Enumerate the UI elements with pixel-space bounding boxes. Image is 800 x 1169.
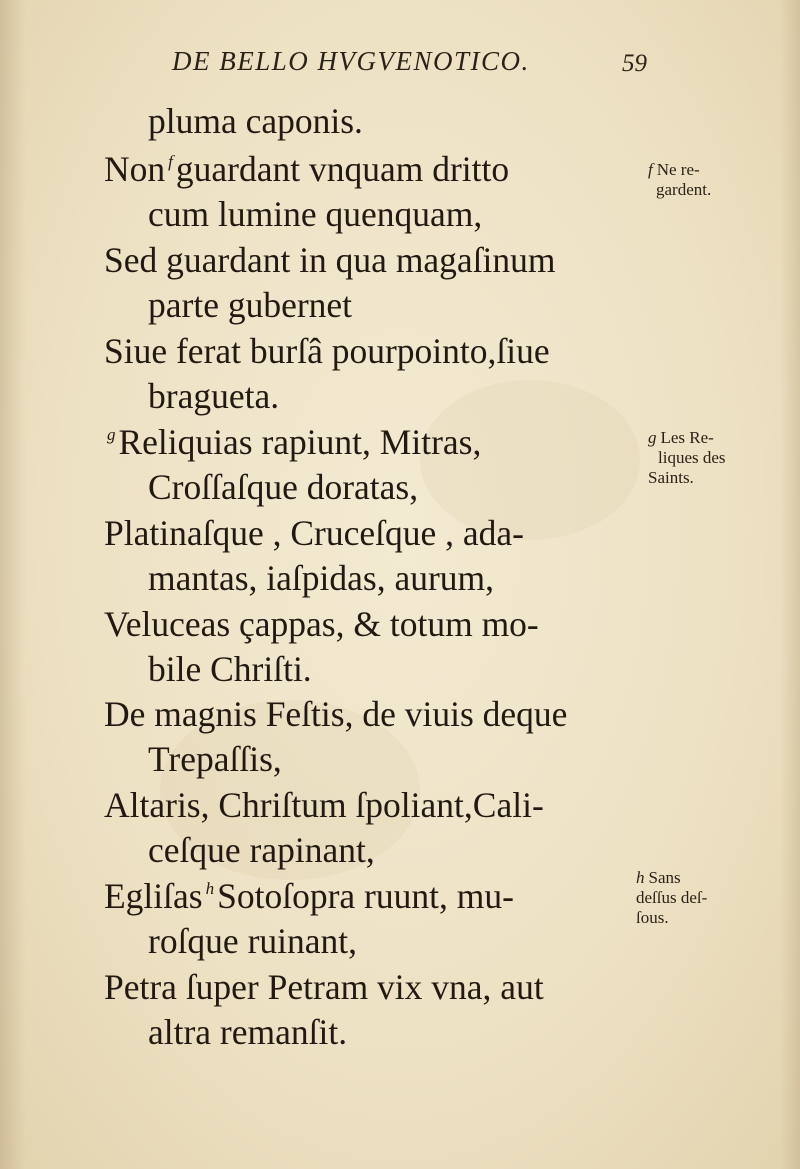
note-reference-mark: f xyxy=(168,152,173,171)
running-title: DE BELLO HVGVENOTICO. xyxy=(172,46,530,76)
verse-text: Sotoſopra ruunt, mu- xyxy=(217,876,514,916)
verse-line: Petra ſuper Petram vix vna, aut xyxy=(104,967,544,1007)
verse-line: parte gubernet xyxy=(148,285,353,325)
verse-text: Reliquias rapiunt, Mitras, xyxy=(118,422,482,462)
verse-line: Altaris, Chriſtum ſpoliant,Cali- xyxy=(104,785,544,825)
page-edge-shadow-left xyxy=(0,0,26,1169)
verse-line xyxy=(104,149,510,189)
side-note xyxy=(636,868,707,928)
side-note-line: ſous. xyxy=(636,908,669,927)
verse-line: De magnis Feſtis, de viuis deque xyxy=(104,694,568,734)
side-note-line xyxy=(636,868,707,888)
verse-line: altra remanſit. xyxy=(148,1012,348,1052)
verse-line: Sed guardant in qua magaſinum xyxy=(104,240,556,280)
side-note-line: Saints. xyxy=(648,468,694,487)
verse-line: Croſſaſque doratas, xyxy=(148,467,419,507)
page-number: 59 xyxy=(622,50,647,77)
verse-text: Egliſas xyxy=(104,876,203,916)
verse-text: guardant vnquam dritto xyxy=(175,149,510,189)
verse-line: bragueta. xyxy=(148,376,280,416)
side-note-line: deſſus deſ- xyxy=(636,888,708,907)
side-note-line: gardent. xyxy=(656,180,712,199)
note-reference-mark: h xyxy=(205,879,215,898)
side-note-line xyxy=(648,160,711,180)
verse-line: roſque ruinant, xyxy=(148,921,357,961)
side-note-mark: g xyxy=(648,428,657,447)
side-note-mark: h xyxy=(636,868,645,887)
verse-line xyxy=(104,876,514,916)
page-edge-shadow-right xyxy=(780,0,800,1169)
side-note-line: liques des xyxy=(658,448,726,467)
side-note-mark: f xyxy=(648,160,653,179)
verse-line: Platinaſque , Cruceſque , ada- xyxy=(104,513,524,553)
verse-line: Trepaſſis, xyxy=(148,739,282,779)
side-note-text: Ne re- xyxy=(656,160,700,179)
verse-line: Siue ferat burſâ pourpointo,ſiue xyxy=(104,331,550,371)
verse-text: Non xyxy=(104,149,166,189)
verse-line: pluma caponis. xyxy=(148,101,363,141)
verse-line: Veluceas çappas, & totum mo- xyxy=(104,604,539,644)
side-note xyxy=(648,428,726,488)
note-reference-mark: g xyxy=(107,425,116,444)
verse-line: mantas, iaſpidas, aurum, xyxy=(148,558,495,598)
verse-line: ceſque rapinant, xyxy=(148,830,375,870)
side-note-text: Les Re- xyxy=(660,428,714,447)
side-note xyxy=(648,160,711,200)
side-note-line xyxy=(648,428,726,448)
verse-line: cum lumine quenquam, xyxy=(148,194,483,234)
verse-line: bile Chriſti. xyxy=(148,649,312,689)
verse-line xyxy=(104,422,482,462)
side-note-text: Sans xyxy=(648,868,681,887)
